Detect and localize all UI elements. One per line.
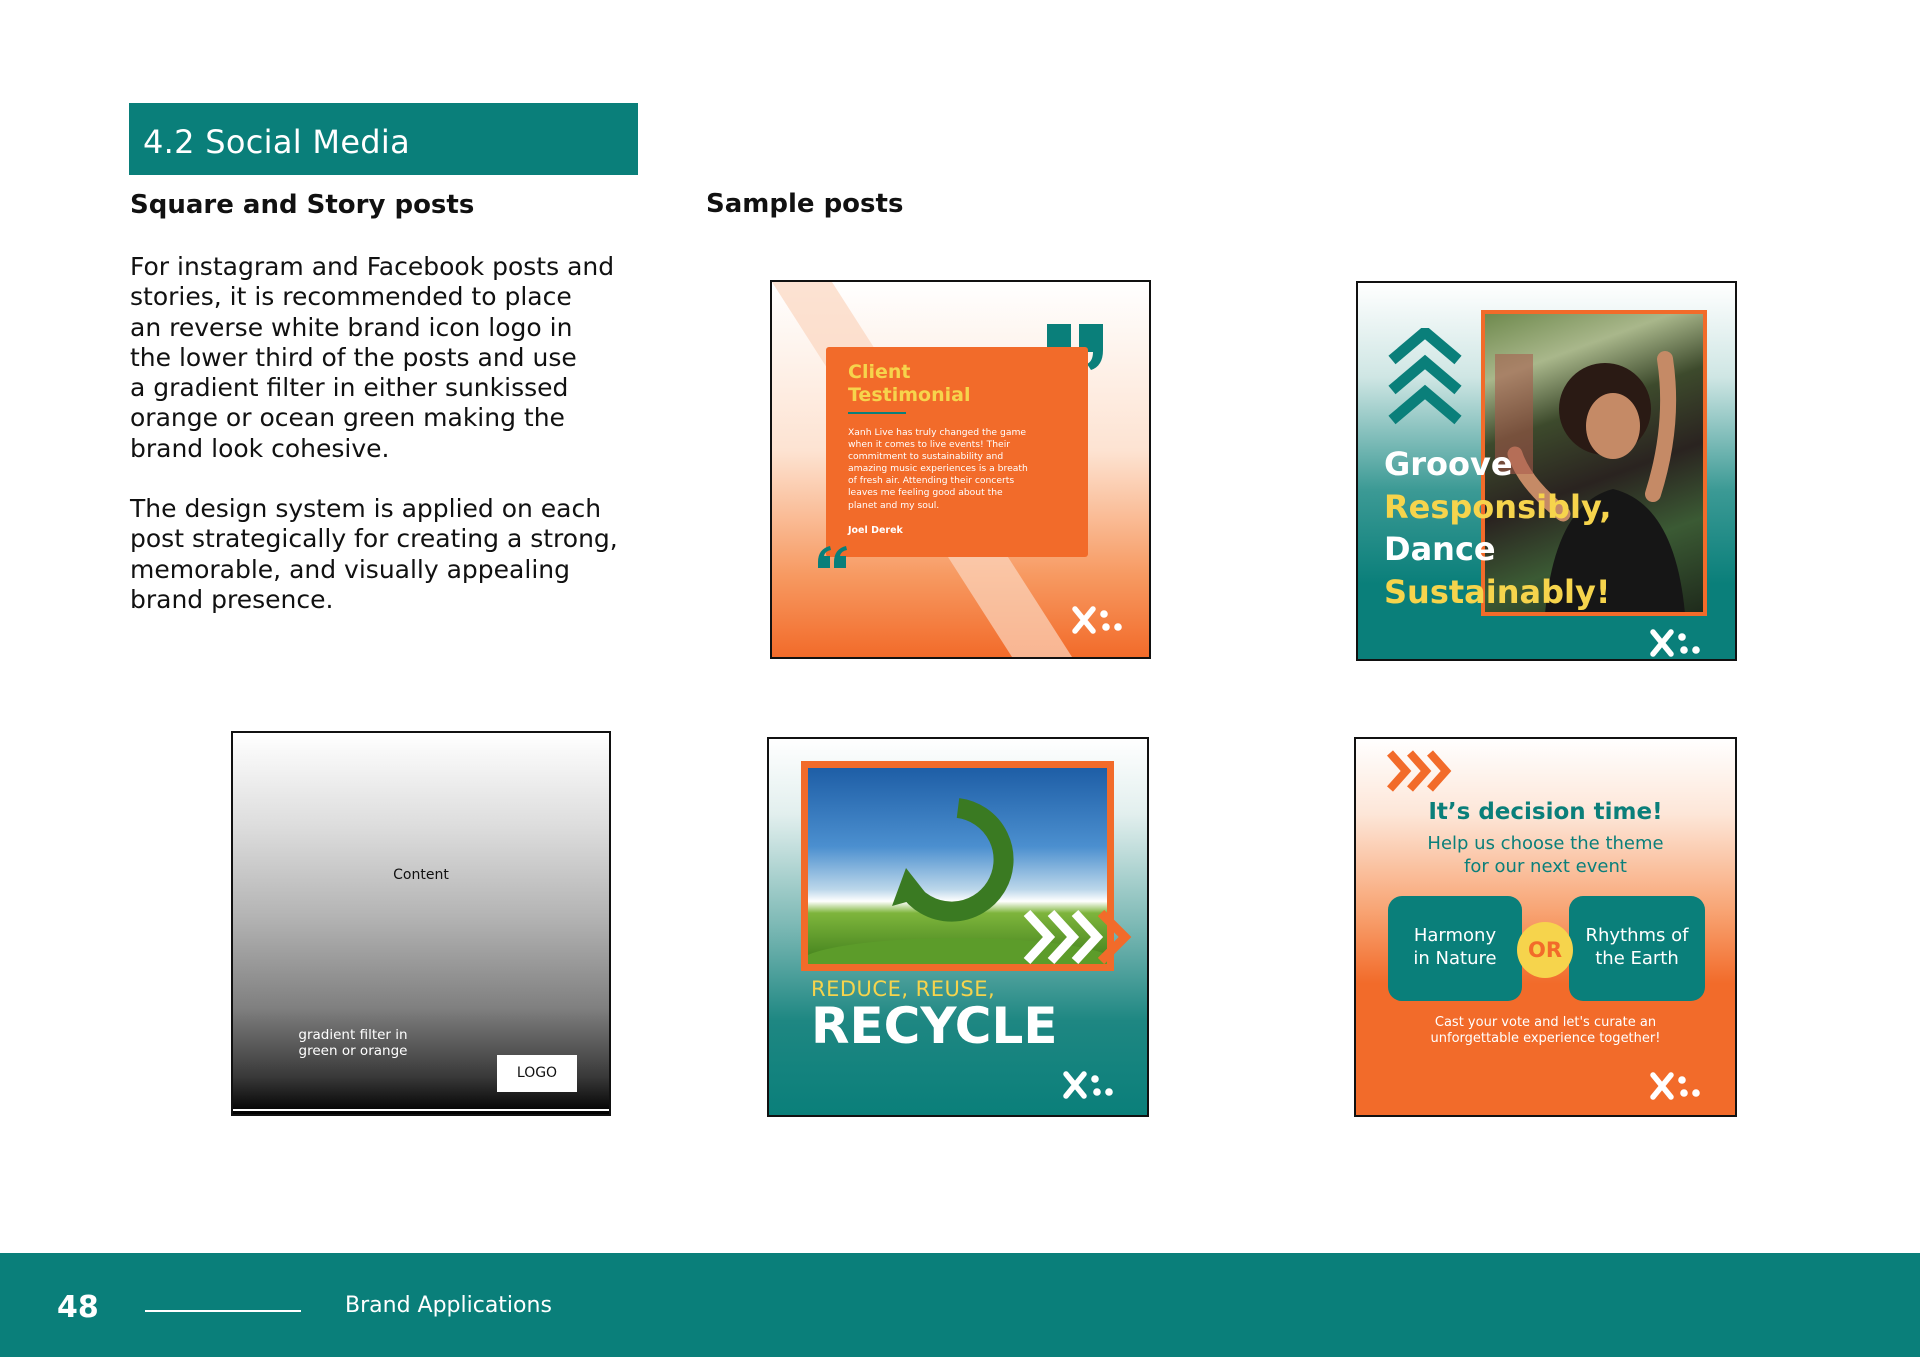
testimonial-post xyxy=(770,280,1151,659)
square-story-heading: Square and Story posts xyxy=(130,190,475,220)
design-line: The design system is applied on each xyxy=(130,494,602,523)
quote-line: of fresh air. Attending their concerts xyxy=(848,475,1015,487)
sample-posts-heading: Sample posts xyxy=(706,189,904,219)
footer-divider xyxy=(145,1310,301,1312)
template-post xyxy=(231,731,611,1116)
option-line: Rhythms of xyxy=(1585,925,1689,946)
decision-post xyxy=(1354,737,1737,1117)
logo-placeholder: LOGO xyxy=(497,1055,577,1092)
testimonial-title-line: Testimonial xyxy=(848,384,971,406)
groove-line: Dance xyxy=(1384,530,1496,568)
intro-line: orange or ocean green making the xyxy=(130,403,565,433)
intro-line: the lower third of the posts and use xyxy=(130,342,577,372)
recycle-tagline: REDUCE, REUSE, xyxy=(811,977,996,1001)
or-badge: OR xyxy=(1517,922,1573,978)
quote-line: planet and my soul. xyxy=(848,499,940,511)
page-number: 48 xyxy=(57,1290,99,1325)
intro-line: an reverse white brand icon logo in xyxy=(130,312,573,342)
groove-post xyxy=(1356,281,1737,661)
groove-line: Groove xyxy=(1384,445,1513,483)
subtitle-line: Help us choose the theme xyxy=(1427,833,1664,854)
intro-line: brand look cohesive. xyxy=(130,433,390,463)
decision-title: It’s decision time! xyxy=(1428,799,1663,825)
option-line: the Earth xyxy=(1595,948,1679,969)
title-underline xyxy=(848,412,906,414)
design-system-paragraph xyxy=(130,494,650,615)
brand-icon-logo xyxy=(1072,606,1126,634)
option-rhythms-of-the-earth[interactable] xyxy=(1569,896,1705,1001)
quote-line: Xanh Live has truly changed the game xyxy=(848,427,1027,438)
design-line: brand presence. xyxy=(130,584,334,614)
recycle-post xyxy=(767,737,1149,1117)
intro-line: For instagram and Facebook posts and xyxy=(130,252,615,281)
testimonial-quote xyxy=(848,427,1078,512)
open-quote-icon xyxy=(816,544,848,570)
filter-note-line: green or orange xyxy=(298,1043,408,1059)
intro-paragraph xyxy=(130,252,650,464)
gradient-filter-note xyxy=(263,1027,443,1059)
testimonial-title-line: Client xyxy=(848,361,911,383)
testimonial-author: Joel Derek xyxy=(848,525,903,536)
groove-line: Responsibly, xyxy=(1384,487,1612,526)
groove-line: Sustainably! xyxy=(1384,572,1611,611)
decision-footer-text xyxy=(1356,1015,1735,1047)
quote-line: commitment to sustainability and xyxy=(848,451,1004,463)
page-footer xyxy=(0,1253,1920,1357)
decision-subtitle xyxy=(1356,832,1735,878)
design-line: post strategically for creating a strong, xyxy=(130,524,618,554)
quote-line: amazing music experiences is a breath xyxy=(848,463,1028,475)
footer-text-line: Cast your vote and let's curate an xyxy=(1434,1015,1657,1030)
footer-section-label: Brand Applications xyxy=(345,1293,552,1318)
intro-line: stories, it is recommended to place xyxy=(130,282,572,312)
section-title: 4.2 Social Media xyxy=(143,123,411,161)
brand-icon-logo xyxy=(1650,1072,1704,1100)
brand-icon-logo xyxy=(1650,629,1704,657)
intro-line: a gradient filter in either sunkissed xyxy=(130,373,569,403)
filter-note-line: gradient filter in xyxy=(298,1027,408,1043)
content-placeholder-label: Content xyxy=(393,867,449,883)
testimonial-title xyxy=(848,361,970,407)
chevron-right-icon xyxy=(1023,909,1135,965)
footer-text-line: unforgettable experience together! xyxy=(1430,1031,1661,1046)
option-line: Harmony xyxy=(1413,925,1497,946)
groove-headline xyxy=(1384,443,1611,613)
recycle-headline: RECYCLE xyxy=(811,997,1058,1055)
chevron-up-icon xyxy=(1388,328,1462,438)
testimonial-card xyxy=(826,347,1088,557)
quote-line: when it comes to live events! Their xyxy=(848,439,1011,451)
design-line: memorable, and visually appealing xyxy=(130,554,570,584)
option-harmony-in-nature[interactable] xyxy=(1388,896,1522,1001)
quote-line: leaves me feeling good about the xyxy=(848,487,1003,499)
bottom-rule xyxy=(233,1109,609,1111)
option-line: in Nature xyxy=(1413,948,1497,969)
subtitle-line: for our next event xyxy=(1464,856,1627,877)
chevron-right-icon xyxy=(1386,749,1458,793)
brand-icon-logo xyxy=(1063,1071,1117,1099)
